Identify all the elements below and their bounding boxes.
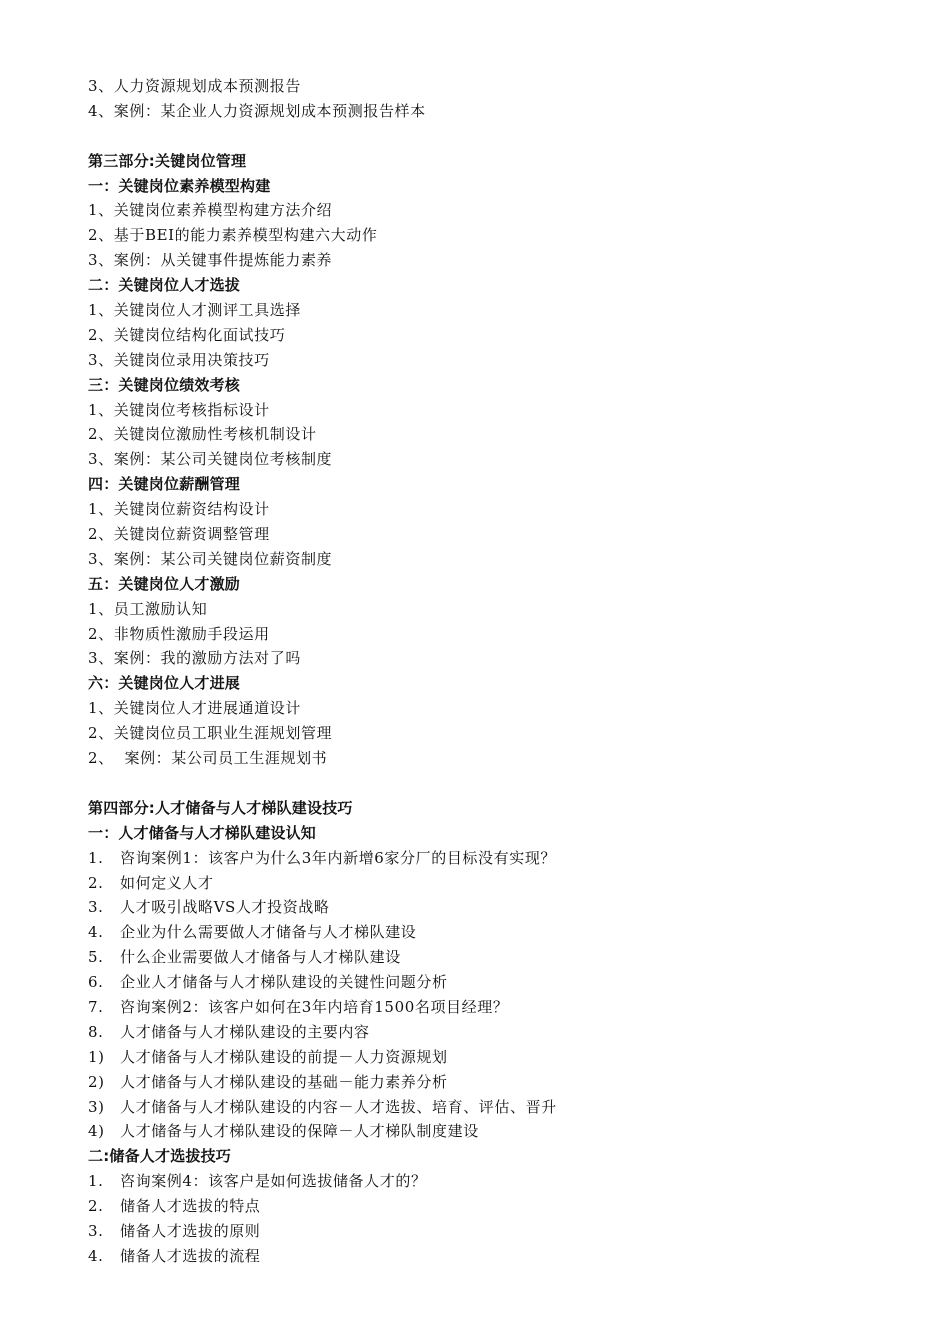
item-text: 人才储备与人才梯队建设的保障－人才梯队制度建设 bbox=[120, 1122, 479, 1141]
list-item: 3、案例：某公司关键岗位薪资制度 bbox=[88, 549, 333, 568]
section-heading: 二：关键岗位人才选拔 bbox=[88, 276, 241, 295]
spacer bbox=[88, 124, 908, 149]
item-number: 6. bbox=[88, 973, 104, 992]
numbered-item bbox=[88, 1045, 908, 1070]
item-number: 1) bbox=[88, 1047, 105, 1066]
list-item: 1、关键岗位人才进展通道设计 bbox=[88, 699, 301, 718]
section-heading: 一：关键岗位素养模型构建 bbox=[88, 176, 271, 195]
numbered-item bbox=[88, 1169, 908, 1194]
item-text: 咨询案例2：该客户如何在3年内培育1500名项目经理？ bbox=[120, 997, 509, 1016]
list-item: 2、 案例：某公司员工生涯规划书 bbox=[88, 749, 328, 768]
item-text: 人才吸引战略VS人才投资战略 bbox=[120, 898, 330, 917]
item-text: 企业人才储备与人才梯队建设的关键性问题分析 bbox=[120, 973, 448, 992]
numbered-item bbox=[88, 1244, 908, 1269]
item-number: 7. bbox=[88, 997, 104, 1016]
item-number: 1. bbox=[88, 1172, 104, 1191]
item-number: 4. bbox=[88, 923, 104, 942]
item-number: 2. bbox=[88, 1197, 104, 1216]
item-text: 人才储备与人才梯队建设的主要内容 bbox=[120, 1022, 370, 1041]
list-item: 1、关键岗位人才测评工具选择 bbox=[88, 301, 301, 320]
list-item: 3、人力资源规划成本预测报告 bbox=[88, 77, 301, 95]
numbered-item bbox=[88, 1119, 908, 1144]
list-item: 3、案例：从关键事件提炼能力素养 bbox=[88, 251, 333, 270]
list-item: 2、关键岗位员工职业生涯规划管理 bbox=[88, 724, 333, 743]
part-title: 第四部分:人才储备与人才梯队建设技巧 bbox=[88, 798, 353, 817]
section-heading: 四：关键岗位薪酬管理 bbox=[88, 475, 241, 494]
list-item: 2、关键岗位结构化面试技巧 bbox=[88, 325, 286, 344]
item-number: 2) bbox=[88, 1072, 105, 1091]
item-text: 人才储备与人才梯队建设的前提－人力资源规划 bbox=[120, 1047, 448, 1066]
document-page bbox=[88, 74, 908, 1269]
list-item: 3、案例：某公司关键岗位考核制度 bbox=[88, 450, 333, 469]
item-text: 人才储备与人才梯队建设的基础－能力素养分析 bbox=[120, 1072, 448, 1091]
numbered-item bbox=[88, 895, 908, 920]
spacer bbox=[88, 771, 908, 796]
section-heading: 五：关键岗位人才激励 bbox=[88, 574, 241, 593]
list-item: 1、关键岗位考核指标设计 bbox=[88, 400, 270, 419]
item-number: 4) bbox=[88, 1122, 105, 1141]
list-item: 1、关键岗位薪资结构设计 bbox=[88, 500, 270, 519]
item-number: 3) bbox=[88, 1097, 105, 1116]
list-item: 2、关键岗位激励性考核机制设计 bbox=[88, 425, 317, 444]
numbered-item bbox=[88, 1020, 908, 1045]
numbered-item bbox=[88, 995, 908, 1020]
list-item: 4、案例：某企业人力资源规划成本预测报告样本 bbox=[88, 101, 426, 120]
list-item: 3、案例：我的激励方法对了吗 bbox=[88, 649, 301, 668]
item-text: 储备人才选拔的原则 bbox=[120, 1221, 261, 1240]
list-item: 2、非物质性激励手段运用 bbox=[88, 624, 270, 643]
section-heading: 六：关键岗位人才进展 bbox=[88, 674, 241, 693]
item-text: 储备人才选拔的特点 bbox=[120, 1197, 261, 1216]
part-title: 第三部分:关键岗位管理 bbox=[88, 151, 247, 170]
section-heading: 一：人才储备与人才梯队建设认知 bbox=[88, 823, 317, 842]
numbered-item bbox=[88, 871, 908, 896]
item-number: 1. bbox=[88, 848, 104, 867]
numbered-item bbox=[88, 846, 908, 871]
item-number: 5. bbox=[88, 948, 104, 967]
numbered-item bbox=[88, 920, 908, 945]
section-heading: 三：关键岗位绩效考核 bbox=[88, 375, 241, 394]
section-heading: 二:储备人才选拔技巧 bbox=[88, 1147, 231, 1166]
item-text: 人才储备与人才梯队建设的内容－人才选拔、培育、评估、晋升 bbox=[120, 1097, 557, 1116]
item-text: 储备人才选拔的流程 bbox=[120, 1246, 261, 1265]
item-number: 4. bbox=[88, 1246, 104, 1265]
numbered-item bbox=[88, 1095, 908, 1120]
list-item: 3、关键岗位录用决策技巧 bbox=[88, 350, 270, 369]
numbered-item bbox=[88, 945, 908, 970]
item-text: 企业为什么需要做人才储备与人才梯队建设 bbox=[120, 923, 417, 942]
item-text: 咨询案例1：该客户为什么3年内新增6家分厂的目标没有实现？ bbox=[120, 848, 557, 867]
item-number: 3. bbox=[88, 898, 104, 917]
item-text: 什么企业需要做人才储备与人才梯队建设 bbox=[120, 948, 401, 967]
numbered-item bbox=[88, 1070, 908, 1095]
list-item: 2、关键岗位薪资调整管理 bbox=[88, 525, 270, 544]
item-number: 8. bbox=[88, 1022, 104, 1041]
item-number: 2. bbox=[88, 873, 104, 892]
numbered-item bbox=[88, 970, 908, 995]
item-number: 3. bbox=[88, 1221, 104, 1240]
numbered-item bbox=[88, 1219, 908, 1244]
list-item: 1、关键岗位素养模型构建方法介绍 bbox=[88, 201, 333, 220]
item-text: 如何定义人才 bbox=[120, 873, 214, 892]
numbered-item bbox=[88, 1194, 908, 1219]
list-item: 2、基于BEI的能力素养模型构建六大动作 bbox=[88, 226, 378, 245]
list-item: 1、员工激励认知 bbox=[88, 599, 208, 618]
item-text: 咨询案例4：该客户是如何选拔储备人才的？ bbox=[120, 1172, 427, 1191]
